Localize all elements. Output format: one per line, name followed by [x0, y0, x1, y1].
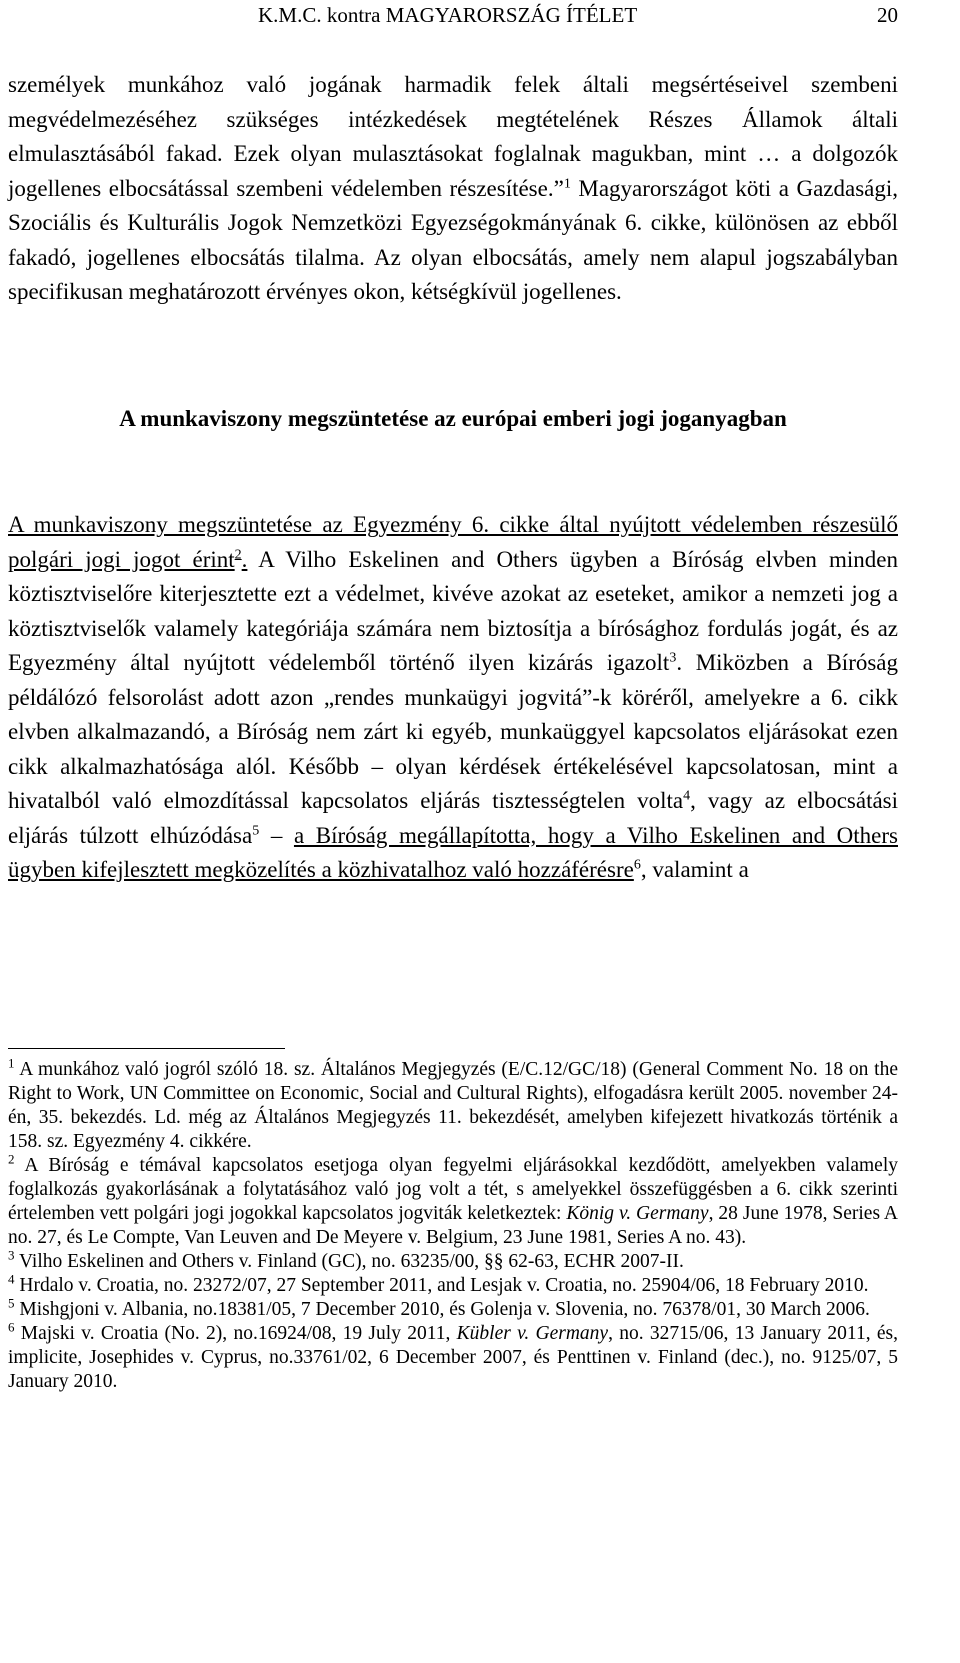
page-header	[0, 4, 960, 26]
case-name-italic: Kübler v. Germany	[456, 1323, 609, 1344]
paragraph-text: , valamint a	[640, 857, 749, 882]
footnote-reference[interactable]: 4	[683, 788, 691, 804]
footnotes	[8, 1055, 899, 1394]
footnote-text: , no. 32715/06, 13 January 2011, és, implicite, Josephides v. Cyprus, no.33761/02, 6 December 2007, és Penttinen v. Finland (dec.), no. 9125/07, 5 January 2010.	[8, 1323, 898, 1392]
footnote-number: 6	[8, 1319, 15, 1335]
paragraph-text: . Miközben a Bíróság példálózó felsorolást adott azon „rendes munkaügyi jogvitá”-k köréről, amelyekre a 6. cikk elvben alkalmazandó, a Bíróság nem zárt ki egyéb, munkaüggyel kapcsolatos eljárásokat ezen cikk alkalmazhatósága alól. Később – olyan kérdések értékelésével kapcsolatosan, mint a hivatalból való elmozdítással kapcsolatos eljárás tisztességtelen volta	[8, 650, 899, 813]
paragraph-text: , vagy az elbocsátási eljárás túlzott elhúzódása	[8, 788, 899, 848]
footnote-6	[8, 1319, 898, 1394]
footnote-5	[8, 1295, 898, 1322]
footnote-reference[interactable]: 5	[252, 822, 260, 838]
footnote-text: Vilho Eskelinen and Others v. Finland (GC), no. 63235/00, §§ 62-63, ECHR 2007-II.	[14, 1251, 684, 1272]
footnote-text: Hrdalo v. Croatia, no. 23272/07, 27 September 2011, and Lesjak v. Croatia, no. 25904/06, 18 February 2010.	[14, 1275, 869, 1296]
footnote-text: Mishgjoni v. Albania, no.18381/05, 7 December 2010, és Golenja v. Slovenia, no. 76378/01, 30 March 2006.	[14, 1299, 870, 1320]
footnote-number: 1	[8, 1055, 15, 1071]
paragraph-text: Magyarországot köti a Gazdasági, Szociális és Kulturális Jogok Nemzetközi Egyezségokmányának 6. cikke, különösen az ebből fakadó, jogellenes elbocsátás tilalma. Az olyan elbocsátás, amely nem alapul jogszabályban specifikusan meghatározott érvényes okon, kétségkívül jogellenes.	[8, 175, 899, 304]
footnote-text: Majski v. Croatia (No. 2), no.16924/08, 19 July 2011,	[14, 1323, 457, 1344]
running-title: K.M.C. kontra MAGYARORSZÁG ÍTÉLET	[258, 3, 638, 27]
body-paragraph-1	[8, 68, 898, 310]
section-heading: A munkaviszony megszüntetése az európai emberi jogi joganyagban	[119, 406, 787, 431]
paragraph-text: A Vilho Eskelinen and Others ügyben a Bíróság elvben minden köztisztviselőre kiterjesztette ezt a védelmet, kivéve azokat az eseteket, amikor a nemzeti jog a köztisztviselők valamely kategóriája számára nem biztosítja a bírósághoz fordulás jogát, és az Egyezmény által nyújtott védelemből történő ilyen kizárás igazolt	[8, 546, 899, 675]
footnote-number: 5	[8, 1295, 15, 1311]
footnote-2	[8, 1151, 899, 1250]
footnote-reference[interactable]: 3	[669, 650, 677, 666]
page-number: 20	[877, 3, 898, 27]
footnote-number: 2	[8, 1151, 15, 1167]
case-name-italic: König v. Germany	[566, 1203, 709, 1224]
footnote-text: , 28 June 1978, Series A no. 27, és Le Compte, Van Leuven and De Meyere v. Belgium, 23 June 1981, Series A no. 43).	[8, 1203, 899, 1248]
footnote-reference[interactable]: 1	[563, 175, 571, 191]
footnote-separator	[8, 1048, 285, 1049]
paragraph-text: –	[259, 822, 294, 848]
footnote-text: A Bíróság e témával kapcsolatos esetjoga olyan fegyelmi eljárásokkal kezdődött, amelyekben valamely foglalkozás gyakorlásának a folytatásához való jog volt a tét, s amelyekkel összefüggésben a 6. cikk szerinti értelemben vett polgári jogi jogokkal kapcsolatos jogviták keletkeztek:	[8, 1155, 898, 1224]
footnote-number: 4	[8, 1271, 15, 1287]
body-paragraph-2	[8, 508, 898, 888]
footnote-4	[8, 1271, 898, 1298]
footnote-reference[interactable]: 6	[633, 857, 641, 873]
footnote-1	[8, 1055, 898, 1154]
footnote-3	[8, 1247, 898, 1274]
paragraph-text: .	[241, 546, 248, 572]
footnote-reference[interactable]: 2	[234, 546, 242, 562]
footnote-number: 3	[8, 1247, 15, 1263]
paragraph-text: személyek munkához való jogának harmadik felek általi megsértéseivel szembeni megvédelmezéséhez szükséges intézkedések megtételének Részes Államok általi elmulasztásából fakad. Ezek olyan mulasztásokat foglalnak magukban, mint … a dolgozók jogellenes elbocsátással szembeni védelemben részesítése.”	[8, 72, 898, 201]
footnote-text: A munkához való jogról szóló 18. sz. Általános Megjegyzés (E/C.12/GC/18) (General Comment No. 18 on the Right to Work, UN Committee on Economic, Social and Cultural Rights), elfogadásra került 2005. november 24-én, 35. bekezdés. Ld. még az Általános Megjegyzés 11. bekezdését, amelyben kifejezett hivatkozás történik a 158. sz. Egyezmény 4. cikkére.	[8, 1059, 898, 1152]
underlined-text: a Bíróság megállapította, hogy a Vilho Eskelinen and Others ügyben kifejlesztett megközelítés a közhivatalhoz való hozzáférésre	[8, 822, 898, 882]
underlined-text: A munkaviszony megszüntetése az Egyezmény 6. cikke által nyújtott védelemben részesülő polgári jogi jogot érint	[8, 512, 898, 572]
